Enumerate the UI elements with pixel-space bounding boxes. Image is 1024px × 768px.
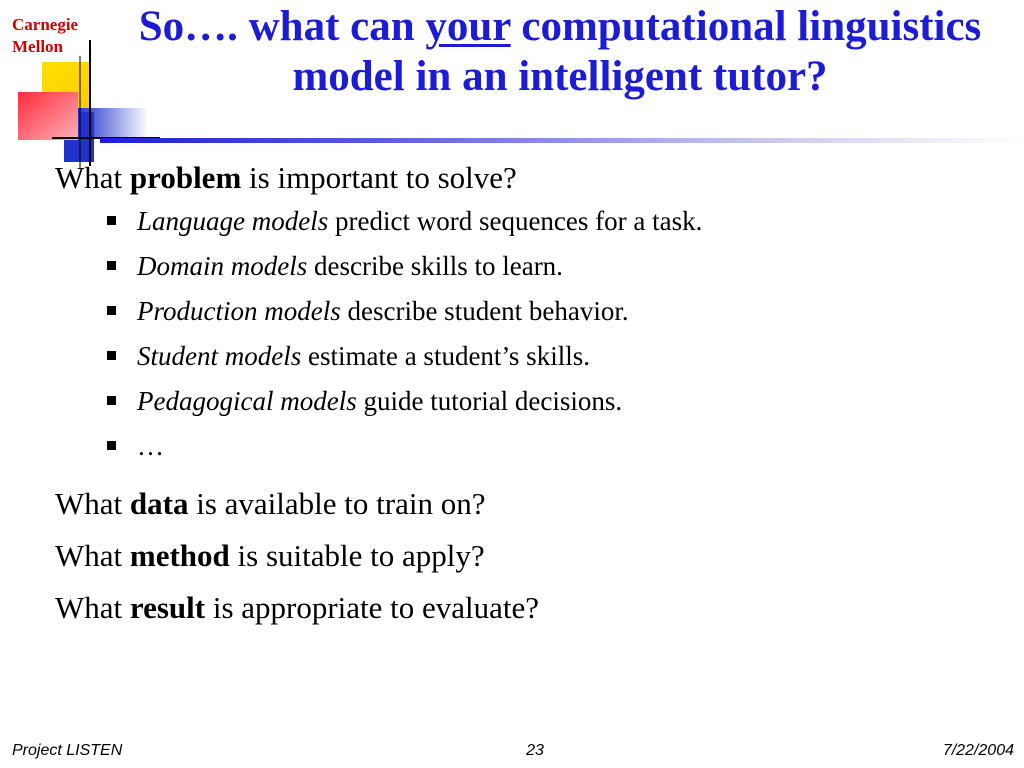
footer-date: 7/22/2004: [942, 742, 1014, 759]
list-item: [55, 249, 995, 284]
question-keyword: problem: [129, 160, 242, 195]
list-item: [55, 204, 995, 239]
bullet-icon: [107, 306, 116, 315]
model-desc: …: [137, 431, 164, 461]
model-desc: estimate a student’s skills.: [301, 341, 590, 371]
bullet-icon: [107, 261, 116, 270]
logo-line-mellon: Mellon: [12, 37, 63, 56]
question-keyword: result: [129, 590, 206, 625]
model-name: Pedagogical models: [137, 386, 357, 416]
list-item: [55, 294, 995, 329]
slide-body: [55, 158, 995, 628]
list-item: [55, 429, 995, 464]
question-data: What data is available to train on?: [55, 486, 486, 521]
title-part-1: So…. what can: [138, 3, 426, 50]
model-desc: guide tutorial decisions.: [356, 386, 623, 416]
bullet-icon: [107, 441, 116, 450]
model-name: Domain models: [137, 251, 308, 281]
list-item: [55, 339, 995, 374]
footer-page-number: 23: [526, 742, 544, 759]
bullet-icon: [107, 216, 116, 225]
title-emphasis: your: [425, 3, 511, 50]
model-desc: describe skills to learn.: [307, 251, 563, 281]
bullet-icon: [107, 396, 116, 405]
slide-title: [100, 2, 1020, 102]
model-name: Language models: [137, 206, 329, 236]
title-divider: [100, 138, 1024, 143]
question-keyword: data: [129, 486, 189, 521]
model-desc: predict word sequences for a task.: [328, 206, 703, 236]
question-result: What result is appropriate to evaluate?: [55, 590, 540, 625]
question-problem: What problem is important to solve?: [55, 160, 517, 195]
model-name: Production models: [137, 296, 341, 326]
carnegie-mellon-logo: [12, 14, 122, 58]
bullet-icon: [107, 351, 116, 360]
question-method: What method is suitable to apply?: [55, 538, 485, 573]
model-list: [55, 204, 995, 464]
list-item: [55, 384, 995, 419]
footer-project: Project LISTEN: [12, 742, 123, 759]
logo-line-carnegie: Carnegie: [12, 15, 79, 34]
model-name: Student models: [137, 341, 302, 371]
model-desc: describe student behavior.: [340, 296, 629, 326]
question-keyword: method: [129, 538, 230, 573]
title-part-2: computational linguistics model in an intelligent tutor?: [292, 3, 982, 100]
